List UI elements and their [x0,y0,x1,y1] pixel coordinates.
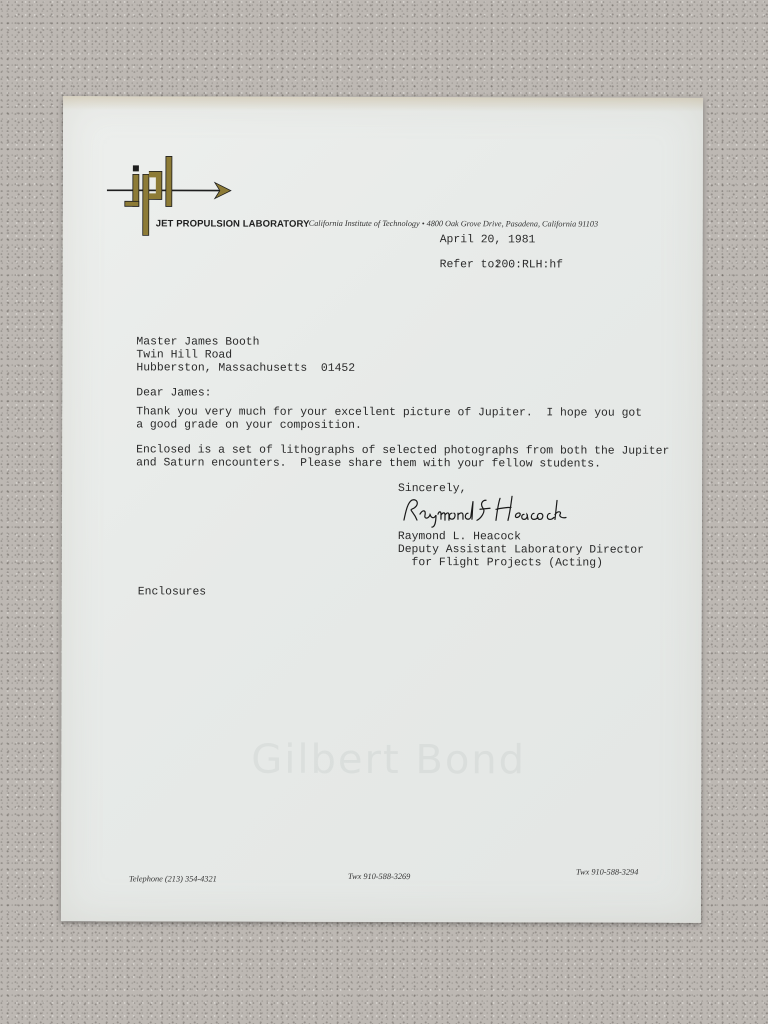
paper-watermark: Gilbert Bond [251,736,527,784]
letter-date: April 20, 1981 [439,234,536,247]
footer-twx-2: Twx 910-588-3294 [576,867,639,877]
paragraph-1-line-2: a good grade on your composition. [136,419,362,432]
signer-title-line-1: Deputy Assistant Laboratory Director [397,544,644,557]
refer-code: 200:RLH:hf [494,259,564,272]
footer-telephone: Telephone (213) 354-4321 [129,874,217,884]
signer-name: Raymond L. Heacock [397,531,521,544]
signer-title-line-2: for Flight Projects (Acting) [397,557,603,570]
footer-twx-1: Twx 910-588-3269 [348,871,411,882]
handwritten-signature [400,492,570,530]
lab-name: JET PROPULSION LABORATORY [155,218,310,230]
recipient-city: Hubberston, Massachusetts 01452 [136,362,356,375]
salutation: Dear James: [136,387,212,400]
paragraph-1-line-1: Thank you very much for your excellent picture of Jupiter. I hope you got [136,406,643,420]
refer-label: Refer to: [439,259,502,272]
recipient-street: Twin Hill Road [136,349,233,362]
enclosures-note: Enclosures [137,586,207,599]
letter-paper [61,96,703,923]
paragraph-2-line-1: Enclosed is a set of lithographs of selected photographs from both the Jupiter [136,444,670,458]
paragraph-2-line-2: and Saturn encounters. Please share them with your fellow students. [136,457,601,471]
lab-address: California Institute of Technology • 4800 Oak Grove Drive, Pasadena, California 91103 [308,218,599,229]
recipient-name: Master James Booth [136,336,260,349]
valediction: Sincerely, [398,483,467,496]
